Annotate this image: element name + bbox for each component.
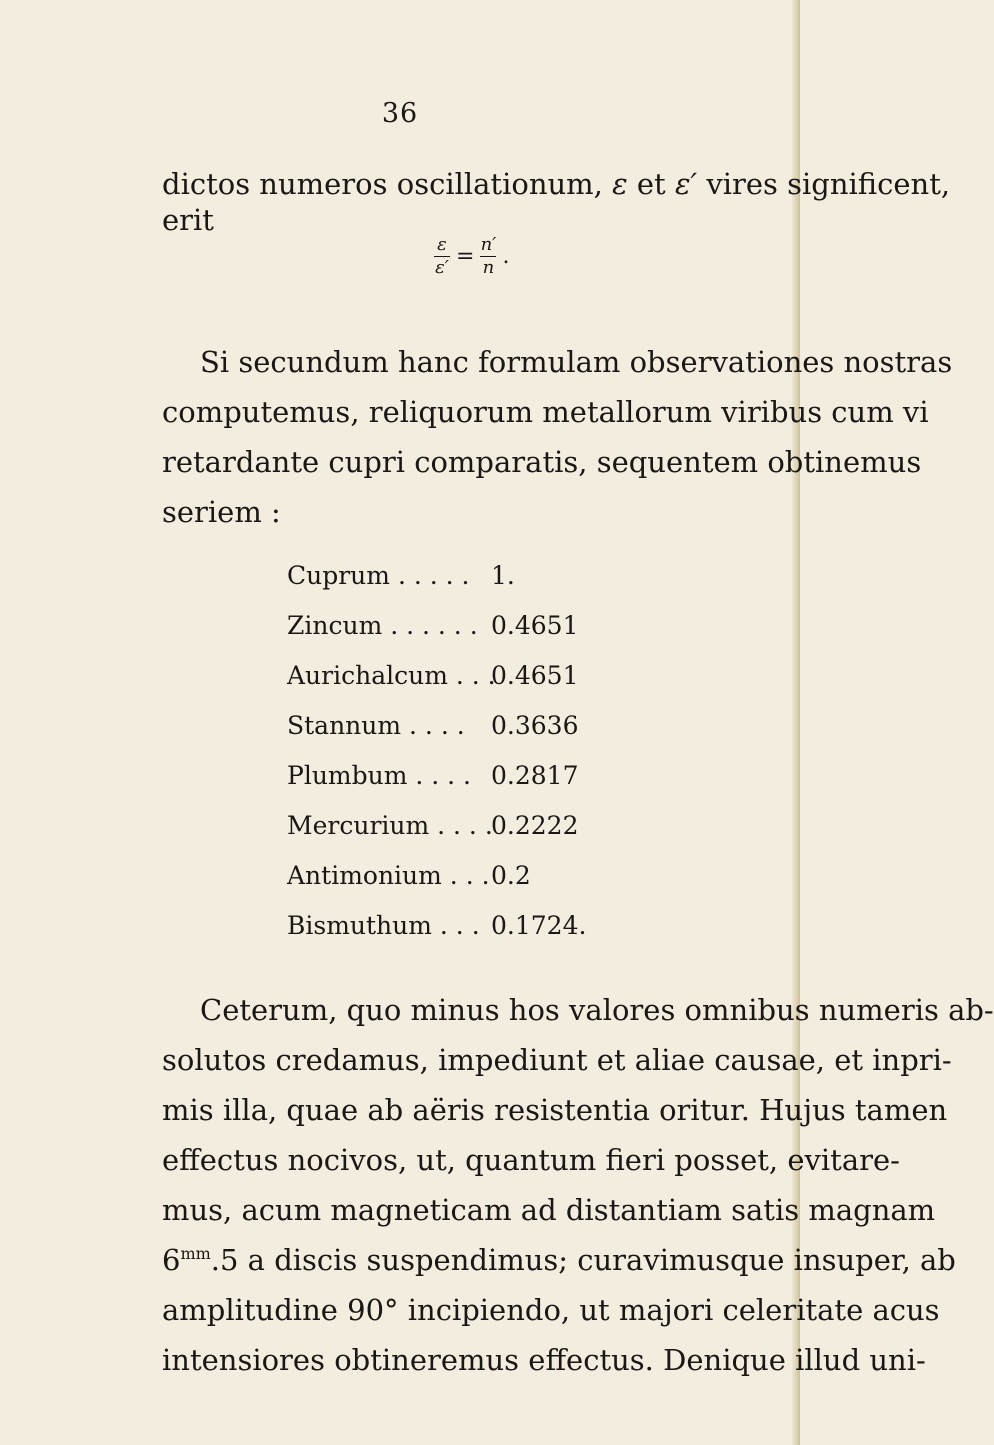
metal-name: Stannum . . . . bbox=[287, 711, 465, 740]
para1-line: computemus, reliquorum metallorum viribus cum vi bbox=[162, 395, 929, 429]
formula-numerator: ε bbox=[437, 234, 447, 255]
para1-line: retardante cupri comparatis, sequentem obtinemus bbox=[162, 445, 922, 479]
metal-value: 0.2222 bbox=[491, 811, 579, 840]
line-text: 6 bbox=[162, 1243, 181, 1277]
line-text: .5 a discis suspendimus; curavimusque insuper, ab bbox=[210, 1243, 956, 1277]
page-number: 36 bbox=[381, 98, 419, 129]
metal-name: Plumbum . . . . bbox=[287, 761, 472, 790]
formula-period: . bbox=[502, 244, 510, 269]
para2-line: mus, acum magneticam ad distantiam satis magnam bbox=[162, 1193, 936, 1227]
para2-line bbox=[162, 1240, 956, 1280]
para2-line: effectus nocivos, ut, quantum fieri posset, evitare- bbox=[162, 1143, 900, 1177]
metal-value: 0.4651 bbox=[491, 661, 579, 690]
table-row bbox=[287, 610, 579, 642]
table-row bbox=[287, 910, 587, 942]
intro-line-2: erit bbox=[162, 203, 214, 237]
metal-value: 0.4651 bbox=[491, 611, 579, 640]
metal-value: 0.2 bbox=[491, 861, 531, 890]
table-row bbox=[287, 760, 579, 792]
formula-left-fraction bbox=[434, 236, 450, 277]
metal-name: Cuprum . . . . . bbox=[287, 561, 470, 590]
intro-text: et bbox=[636, 167, 666, 201]
formula-numerator: n′ bbox=[480, 234, 497, 255]
symbol-epsilon: ε bbox=[612, 167, 628, 201]
formula-denominator: ε′ bbox=[435, 257, 449, 278]
para2-line: solutos credamus, impediunt et aliae causae, et inpri- bbox=[162, 1043, 952, 1077]
formula-right-fraction bbox=[480, 236, 496, 277]
metal-value: 0.1724. bbox=[491, 911, 587, 940]
table-row bbox=[287, 810, 579, 842]
metal-value: 1. bbox=[491, 561, 515, 590]
metal-name: Antimonium . . . bbox=[287, 861, 490, 890]
para1-line: Si secundum hanc formulam observationes nostras bbox=[200, 345, 953, 379]
intro-text: vires significent, bbox=[706, 167, 951, 201]
formula-equals: = bbox=[456, 244, 475, 269]
metal-value: 0.2817 bbox=[491, 761, 579, 790]
superscript-unit: mm bbox=[180, 1244, 211, 1263]
para2-line: intensiores obtineremus effectus. Denique illud uni- bbox=[162, 1343, 926, 1377]
table-row bbox=[287, 660, 579, 692]
metal-name: Bismuthum . . . bbox=[287, 911, 480, 940]
table-row bbox=[287, 860, 531, 892]
para2-line: Ceterum, quo minus hos valores omnibus numeris ab- bbox=[200, 993, 994, 1027]
metal-name: Mercurium . . . . bbox=[287, 811, 493, 840]
symbol-epsilon-prime: ε′ bbox=[674, 167, 698, 201]
metal-name: Aurichalcum . . . bbox=[287, 661, 496, 690]
table-row bbox=[287, 710, 579, 742]
metal-name: Zincum . . . . . . bbox=[287, 611, 478, 640]
intro-text: dictos numeros oscillationum, bbox=[162, 167, 603, 201]
metal-value: 0.3636 bbox=[491, 711, 579, 740]
intro-line-1 bbox=[162, 164, 950, 204]
para1-line: seriem : bbox=[162, 495, 281, 529]
para2-line: amplitudine 90° incipiendo, ut majori celeritate acus bbox=[162, 1293, 940, 1327]
table-row bbox=[287, 560, 515, 592]
formula-denominator: n bbox=[482, 257, 495, 278]
formula bbox=[434, 236, 509, 277]
para2-line: mis illa, quae ab aëris resistentia oritur. Hujus tamen bbox=[162, 1093, 948, 1127]
